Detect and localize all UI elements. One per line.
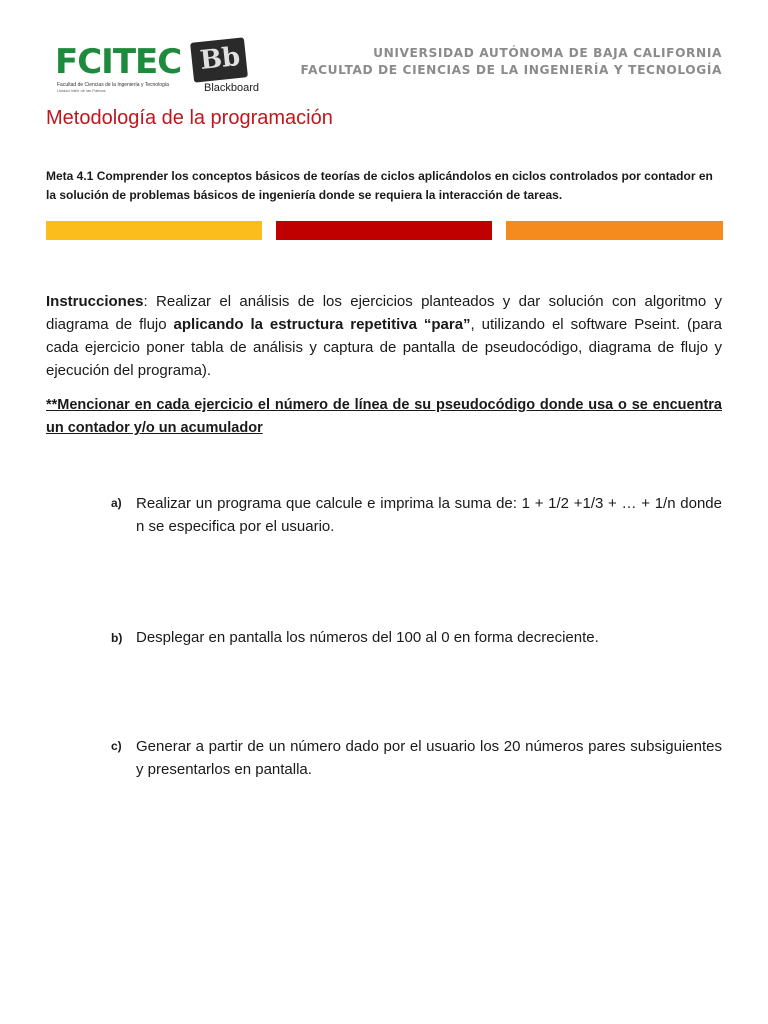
meta-objective: Meta 4.1 Comprender los conceptos básicos de teorías de ciclos aplicándolos en ciclos controlados por contador en la solución de problemas básicos de ingeniería donde se requiera la interacción de tareas.: [46, 169, 713, 202]
instructions-text-1: Realizar el análisis de los ejercicios planteados y dar solución con algoritmo y diagrama de flujo: [46, 293, 722, 333]
exercise-c-text: Generar a partir de un número dado por el usuario los 20 números pares subsiguientes y presentarlos en pantalla.: [136, 738, 722, 778]
instructions-text-2: , utilizando el software Pseint. (para cada ejercicio poner tabla de análisis y captura de pantalla de pseudocódigo, diagrama de flujo y ejecución del programa).: [46, 316, 722, 379]
instructions-separator: :: [143, 293, 157, 310]
exercise-c-letter: c): [111, 739, 122, 753]
instructions-label: Instrucciones: [46, 293, 144, 310]
blackboard-logo: [190, 40, 260, 96]
red-divider-bar: [276, 221, 492, 240]
instructions-emphasis: aplicando la estructura repetitiva “para”: [173, 316, 471, 333]
exercise-a-letter: a): [111, 496, 122, 510]
orange-divider-bar: [506, 221, 723, 240]
fcitec-logo-campus: Unidad Valle de las Palmas: [57, 88, 106, 93]
blackboard-logo-caption: Blackboard: [204, 82, 260, 94]
exercise-b-letter: b): [111, 631, 123, 645]
blackboard-logo-mark: Bb: [198, 41, 242, 77]
exercise-a-text: Realizar un programa que calcule e imprima la suma de: 1 + 1/2 +1/3 + … + 1/n donde n se especifica por el usuario.: [136, 495, 722, 535]
document-title: Metodología de la programación: [46, 107, 333, 129]
contador-acumulador-note: **Mencionar en cada ejercicio el número de línea de su pseudocódigo donde usa o se encuentra un contador y/o un acumulador: [46, 397, 722, 436]
exercise-b-text: Desplegar en pantalla los números del 100 al 0 en forma decreciente.: [136, 629, 599, 646]
university-name: UNIVERSIDAD AUTÓNOMA DE BAJA CALIFORNIA: [373, 46, 722, 60]
fcitec-logo-text: FCITEC: [55, 42, 182, 82]
fcitec-logo-subtitle: Facultad de Ciencias de la Ingeniería y Tecnología: [57, 82, 169, 88]
yellow-divider-bar: [46, 221, 262, 240]
instructions-paragraph: [46, 290, 722, 382]
faculty-name: FACULTAD DE CIENCIAS DE LA INGENIERÍA Y TECNOLOGÍA: [300, 63, 722, 77]
fcitec-logo: [55, 42, 185, 94]
